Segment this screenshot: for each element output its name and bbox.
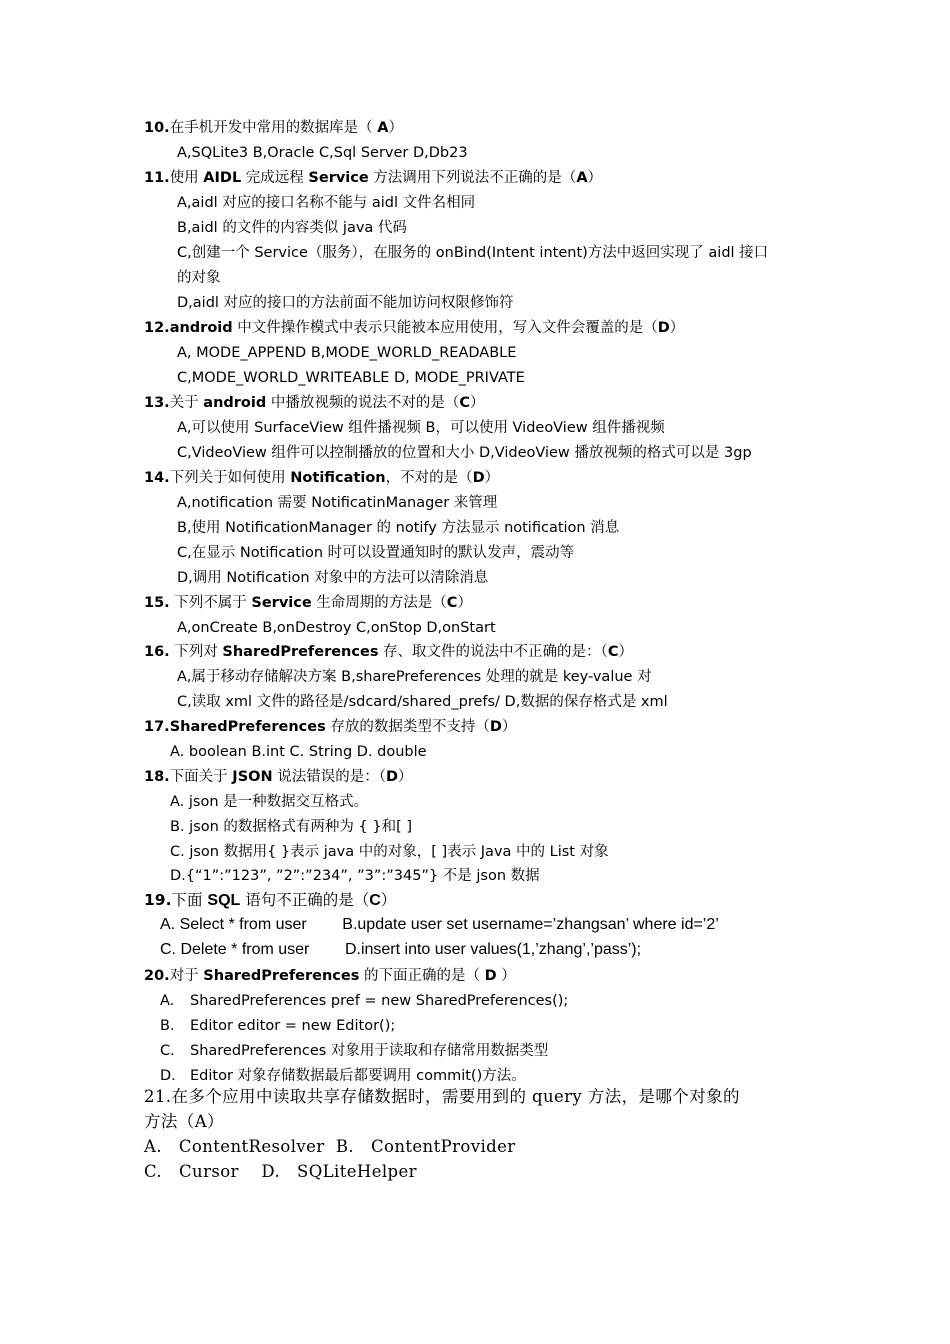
option-line: 的对象 <box>177 270 221 286</box>
option-line: A. ContentResolver B. ContentProvider <box>144 1137 516 1156</box>
option-line: A,aidl 对应的接口名称不能与 aidl 文件名相同 <box>177 195 476 211</box>
question-14: 14.下列关于如何使用 Notification，不对的是（D） <box>144 470 500 486</box>
option-line: C,在显示 Notification 时可以设置通知时的默认发声，震动等 <box>177 545 575 561</box>
option-line: C,读取 xml 文件的路径是/sdcard/shared_prefs/ D,数据的保存格式是 xml <box>177 694 668 710</box>
option-line: D,调用 Notification 对象中的方法可以清除消息 <box>177 570 489 586</box>
option-line: B,使用 NotificationManager 的 notify 方法显示 notification 消息 <box>177 520 620 536</box>
option-line: B. json 的数据格式有两种为 { }和[ ] <box>170 819 413 835</box>
option-line: A,onCreate B,onDestroy C,onStop D,onStart <box>177 620 496 636</box>
option-line: A. boolean B.int C. String D. double <box>170 744 427 760</box>
option-line: C. Cursor D. SQLiteHelper <box>144 1162 417 1181</box>
option-line: A. Select * from user B.update user set username=’zhangsan’ where id=’2’ <box>160 916 719 933</box>
option-line: A, MODE_APPEND B,MODE_WORLD_READABLE <box>177 345 517 361</box>
list-item: B. Editor editor = new Editor(); <box>160 1018 396 1034</box>
option-line: C,VideoView 组件可以控制播放的位置和大小 D,VideoView 播放视频的格式可以是 3gp <box>177 445 752 461</box>
option-line: C,MODE_WORLD_WRITEABLE D, MODE_PRIVATE <box>177 370 525 386</box>
question-13: 13.关于 android 中播放视频的说法不对的是（C） <box>144 395 485 411</box>
question-19: 19.下面 SQL 语句不正确的是（C） <box>144 891 397 909</box>
option-line: C,创建一个 Service（服务），在服务的 onBind(Intent intent)方法中返回实现了 aidl 接口 <box>177 245 769 261</box>
question-11: 11.使用 AIDL 完成远程 Service 方法调用下列说法不正确的是（A） <box>144 170 603 186</box>
option-line: A. json 是一种数据交互格式。 <box>170 794 369 810</box>
option-line: B,aidl 的文件的内容类似 java 代码 <box>177 220 407 236</box>
question-12: 12.android 中文件操作模式中表示只能被本应用使用，写入文件会覆盖的是（D） <box>144 320 685 336</box>
question-21: 21.在多个应用中读取共享存储数据时，需要用到的 query 方法，是哪个对象的 <box>144 1087 740 1106</box>
question-20: 20.对于 SharedPreferences 的下面正确的是（ D ） <box>144 968 516 984</box>
option-line: A,属于移动存储解决方案 B,sharePreferences 处理的就是 key-value 对 <box>177 669 652 685</box>
option-line: A,可以使用 SurfaceView 组件播视频 B，可以使用 VideoView 组件播视频 <box>177 420 665 436</box>
question-21-continued: 方法（A） <box>144 1112 224 1131</box>
list-item: C. SharedPreferences 对象用于读取和存储常用数据类型 <box>160 1043 549 1059</box>
question-15: 15. 下列不属于 Service 生命周期的方法是（C） <box>144 595 472 611</box>
option-line: A,notification 需要 NotificatinManager 来管理 <box>177 495 498 511</box>
question-16: 16. 下列对 SharedPreferences 存、取文件的说法中不正确的是：（C） <box>144 644 633 660</box>
question-17: 17.SharedPreferences 存放的数据类型不支持（D） <box>144 719 517 735</box>
option-line: C. json 数据用{ }表示 java 中的对象，[ ]表示 Java 中的 List 对象 <box>170 844 609 860</box>
list-item: A. SharedPreferences pref = new SharedPreferences(); <box>160 993 569 1009</box>
option-line: D,aidl 对应的接口的方法前面不能加访问权限修饰符 <box>177 295 514 311</box>
option-line: C. Delete * from user D.insert into user values(1,’zhang’,’pass’); <box>160 941 642 958</box>
option-line: A,SQLite3 B,Oracle C,Sql Server D,Db23 <box>177 145 468 161</box>
list-item: D. Editor 对象存储数据最后都要调用 commit()方法。 <box>160 1068 526 1084</box>
option-line: D.{“1”:”123”, ”2”:”234”, ”3”:”345”} 不是 json 数据 <box>170 868 540 884</box>
question-18: 18.下面关于 JSON 说法错误的是：（D） <box>144 769 413 785</box>
question-10: 10.在手机开发中常用的数据库是（ A） <box>144 120 404 136</box>
